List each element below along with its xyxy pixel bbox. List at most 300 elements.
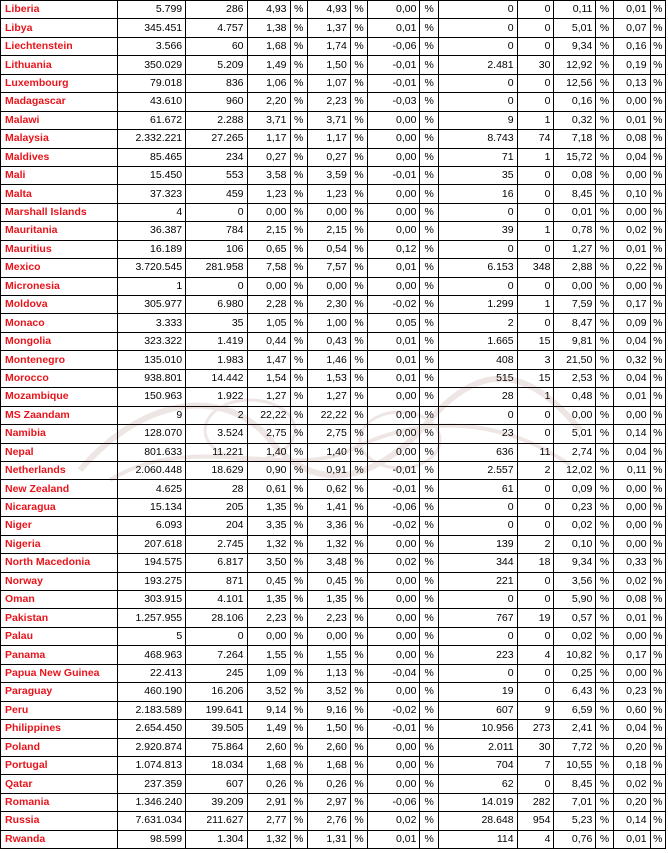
rate-b-cell: 1,68 bbox=[307, 756, 350, 774]
rate-b-cell: 0,00 bbox=[307, 203, 350, 221]
rate-a-cell: 2,15 bbox=[247, 222, 290, 240]
val-e-cell: 0,10 bbox=[554, 535, 596, 553]
deaths-cell: 14.442 bbox=[186, 369, 247, 387]
rate-a-cell: 1,68 bbox=[247, 756, 290, 774]
new-cases-cell: 1.299 bbox=[438, 296, 517, 314]
table-row bbox=[1, 756, 666, 774]
diff-cell: -0,01 bbox=[368, 74, 420, 92]
pct-c-cell: % bbox=[420, 388, 438, 406]
new-cases-cell: 14.019 bbox=[438, 793, 517, 811]
pct-b-cell: % bbox=[350, 203, 367, 221]
pct-f-cell: % bbox=[650, 111, 665, 129]
rate-a-cell: 1,32 bbox=[247, 830, 290, 848]
pct-a-cell: % bbox=[290, 591, 307, 609]
new-cases-cell: 515 bbox=[438, 369, 517, 387]
pct-a-cell: % bbox=[290, 701, 307, 719]
country-name-cell: Morocco bbox=[1, 369, 118, 387]
new-cases-cell: 0 bbox=[438, 19, 517, 37]
rate-a-cell: 2,23 bbox=[247, 609, 290, 627]
deaths-cell: 60 bbox=[186, 37, 247, 55]
val-f-cell: 0,19 bbox=[613, 56, 650, 74]
new-deaths-cell: 0 bbox=[517, 19, 554, 37]
diff-cell: 0,05 bbox=[368, 314, 420, 332]
table-row bbox=[1, 572, 666, 590]
val-e-cell: 12,02 bbox=[554, 461, 596, 479]
table-row bbox=[1, 1, 666, 19]
pct-e-cell: % bbox=[596, 646, 613, 664]
rate-b-cell: 1,07 bbox=[307, 74, 350, 92]
val-f-cell: 0,10 bbox=[613, 185, 650, 203]
pct-e-cell: % bbox=[596, 166, 613, 184]
new-deaths-cell: 0 bbox=[517, 425, 554, 443]
country-name-cell: Liechtenstein bbox=[1, 37, 118, 55]
pct-f-cell: % bbox=[650, 37, 665, 55]
diff-cell: 0,00 bbox=[368, 111, 420, 129]
diff-cell: 0,00 bbox=[368, 1, 420, 19]
country-name-cell: Niger bbox=[1, 517, 118, 535]
pct-c-cell: % bbox=[420, 535, 438, 553]
val-f-cell: 0,14 bbox=[613, 812, 650, 830]
cases-cell: 1.074.813 bbox=[117, 756, 186, 774]
pct-e-cell: % bbox=[596, 74, 613, 92]
new-cases-cell: 0 bbox=[438, 37, 517, 55]
new-deaths-cell: 9 bbox=[517, 701, 554, 719]
deaths-cell: 35 bbox=[186, 314, 247, 332]
table-row bbox=[1, 56, 666, 74]
val-e-cell: 0,78 bbox=[554, 222, 596, 240]
cases-cell: 135.010 bbox=[117, 351, 186, 369]
pct-a-cell: % bbox=[290, 1, 307, 19]
pct-f-cell: % bbox=[650, 369, 665, 387]
val-f-cell: 0,00 bbox=[613, 627, 650, 645]
val-e-cell: 8,45 bbox=[554, 775, 596, 793]
pct-c-cell: % bbox=[420, 443, 438, 461]
new-cases-cell: 23 bbox=[438, 425, 517, 443]
rate-a-cell: 2,77 bbox=[247, 812, 290, 830]
deaths-cell: 871 bbox=[186, 572, 247, 590]
country-name-cell: Netherlands bbox=[1, 461, 118, 479]
deaths-cell: 27.265 bbox=[186, 130, 247, 148]
pct-e-cell: % bbox=[596, 203, 613, 221]
diff-cell: 0,00 bbox=[368, 627, 420, 645]
val-e-cell: 8,45 bbox=[554, 185, 596, 203]
pct-a-cell: % bbox=[290, 259, 307, 277]
rate-b-cell: 1,31 bbox=[307, 830, 350, 848]
table-row bbox=[1, 793, 666, 811]
diff-cell: 0,00 bbox=[368, 609, 420, 627]
pct-a-cell: % bbox=[290, 664, 307, 682]
pct-b-cell: % bbox=[350, 646, 367, 664]
country-name-cell: MS Zaandam bbox=[1, 406, 118, 424]
new-deaths-cell: 0 bbox=[517, 1, 554, 19]
cases-cell: 22.413 bbox=[117, 664, 186, 682]
pct-a-cell: % bbox=[290, 738, 307, 756]
cases-cell: 207.618 bbox=[117, 535, 186, 553]
pct-f-cell: % bbox=[650, 701, 665, 719]
new-cases-cell: 114 bbox=[438, 830, 517, 848]
new-deaths-cell: 15 bbox=[517, 369, 554, 387]
new-deaths-cell: 0 bbox=[517, 406, 554, 424]
pct-c-cell: % bbox=[420, 591, 438, 609]
val-e-cell: 7,59 bbox=[554, 296, 596, 314]
new-deaths-cell: 4 bbox=[517, 830, 554, 848]
cases-cell: 9 bbox=[117, 406, 186, 424]
rate-a-cell: 1,35 bbox=[247, 498, 290, 516]
pct-a-cell: % bbox=[290, 461, 307, 479]
pct-c-cell: % bbox=[420, 93, 438, 111]
val-e-cell: 15,72 bbox=[554, 148, 596, 166]
diff-cell: -0,06 bbox=[368, 793, 420, 811]
pct-b-cell: % bbox=[350, 720, 367, 738]
val-f-cell: 0,00 bbox=[613, 166, 650, 184]
new-cases-cell: 39 bbox=[438, 222, 517, 240]
deaths-cell: 7.264 bbox=[186, 646, 247, 664]
new-deaths-cell: 273 bbox=[517, 720, 554, 738]
pct-a-cell: % bbox=[290, 203, 307, 221]
val-f-cell: 0,17 bbox=[613, 296, 650, 314]
pct-b-cell: % bbox=[350, 296, 367, 314]
country-name-cell: Mauritania bbox=[1, 222, 118, 240]
pct-e-cell: % bbox=[596, 222, 613, 240]
cases-cell: 128.070 bbox=[117, 425, 186, 443]
rate-b-cell: 2,23 bbox=[307, 93, 350, 111]
val-e-cell: 2,53 bbox=[554, 369, 596, 387]
pct-e-cell: % bbox=[596, 93, 613, 111]
pct-a-cell: % bbox=[290, 517, 307, 535]
new-cases-cell: 6.153 bbox=[438, 259, 517, 277]
table-row bbox=[1, 388, 666, 406]
rate-a-cell: 2,20 bbox=[247, 93, 290, 111]
pct-f-cell: % bbox=[650, 572, 665, 590]
new-cases-cell: 35 bbox=[438, 166, 517, 184]
rate-a-cell: 1,32 bbox=[247, 535, 290, 553]
pct-e-cell: % bbox=[596, 830, 613, 848]
diff-cell: -0,06 bbox=[368, 498, 420, 516]
deaths-cell: 2.745 bbox=[186, 535, 247, 553]
pct-c-cell: % bbox=[420, 222, 438, 240]
val-e-cell: 0,02 bbox=[554, 627, 596, 645]
pct-c-cell: % bbox=[420, 130, 438, 148]
cases-cell: 61.672 bbox=[117, 111, 186, 129]
rate-b-cell: 1,37 bbox=[307, 19, 350, 37]
pct-c-cell: % bbox=[420, 756, 438, 774]
deaths-cell: 4.757 bbox=[186, 19, 247, 37]
country-name-cell: Montenegro bbox=[1, 351, 118, 369]
pct-b-cell: % bbox=[350, 535, 367, 553]
new-cases-cell: 0 bbox=[438, 664, 517, 682]
new-cases-cell: 28.648 bbox=[438, 812, 517, 830]
new-deaths-cell: 0 bbox=[517, 185, 554, 203]
deaths-cell: 3.524 bbox=[186, 425, 247, 443]
deaths-cell: 553 bbox=[186, 166, 247, 184]
pct-e-cell: % bbox=[596, 498, 613, 516]
pct-c-cell: % bbox=[420, 812, 438, 830]
pct-a-cell: % bbox=[290, 314, 307, 332]
rate-a-cell: 1,68 bbox=[247, 37, 290, 55]
val-f-cell: 0,00 bbox=[613, 517, 650, 535]
table-row bbox=[1, 443, 666, 461]
val-f-cell: 0,04 bbox=[613, 332, 650, 350]
new-cases-cell: 0 bbox=[438, 406, 517, 424]
deaths-cell: 0 bbox=[186, 627, 247, 645]
val-e-cell: 5,23 bbox=[554, 812, 596, 830]
val-f-cell: 0,60 bbox=[613, 701, 650, 719]
diff-cell: -0,01 bbox=[368, 461, 420, 479]
new-cases-cell: 0 bbox=[438, 1, 517, 19]
rate-b-cell: 2,15 bbox=[307, 222, 350, 240]
pct-a-cell: % bbox=[290, 19, 307, 37]
new-deaths-cell: 282 bbox=[517, 793, 554, 811]
pct-a-cell: % bbox=[290, 572, 307, 590]
pct-e-cell: % bbox=[596, 351, 613, 369]
diff-cell: 0,00 bbox=[368, 591, 420, 609]
rate-b-cell: 1,27 bbox=[307, 388, 350, 406]
pct-f-cell: % bbox=[650, 56, 665, 74]
table-row bbox=[1, 296, 666, 314]
table-row bbox=[1, 351, 666, 369]
new-cases-cell: 2.557 bbox=[438, 461, 517, 479]
cases-cell: 801.633 bbox=[117, 443, 186, 461]
pct-c-cell: % bbox=[420, 498, 438, 516]
pct-a-cell: % bbox=[290, 388, 307, 406]
pct-e-cell: % bbox=[596, 111, 613, 129]
diff-cell: -0,01 bbox=[368, 480, 420, 498]
new-deaths-cell: 1 bbox=[517, 222, 554, 240]
new-deaths-cell: 0 bbox=[517, 277, 554, 295]
pct-b-cell: % bbox=[350, 572, 367, 590]
pct-c-cell: % bbox=[420, 19, 438, 37]
pct-b-cell: % bbox=[350, 74, 367, 92]
rate-a-cell: 1,35 bbox=[247, 591, 290, 609]
pct-b-cell: % bbox=[350, 130, 367, 148]
pct-e-cell: % bbox=[596, 296, 613, 314]
val-f-cell: 0,01 bbox=[613, 240, 650, 258]
country-name-cell: Norway bbox=[1, 572, 118, 590]
rate-b-cell: 7,57 bbox=[307, 259, 350, 277]
table-row bbox=[1, 517, 666, 535]
deaths-cell: 39.505 bbox=[186, 720, 247, 738]
new-cases-cell: 28 bbox=[438, 388, 517, 406]
diff-cell: -0,02 bbox=[368, 296, 420, 314]
val-f-cell: 0,02 bbox=[613, 222, 650, 240]
pct-b-cell: % bbox=[350, 332, 367, 350]
val-f-cell: 0,07 bbox=[613, 19, 650, 37]
new-deaths-cell: 30 bbox=[517, 738, 554, 756]
pct-f-cell: % bbox=[650, 517, 665, 535]
deaths-cell: 211.627 bbox=[186, 812, 247, 830]
cases-cell: 98.599 bbox=[117, 830, 186, 848]
pct-e-cell: % bbox=[596, 425, 613, 443]
val-e-cell: 10,55 bbox=[554, 756, 596, 774]
pct-f-cell: % bbox=[650, 332, 665, 350]
pct-f-cell: % bbox=[650, 166, 665, 184]
pct-f-cell: % bbox=[650, 480, 665, 498]
diff-cell: 0,00 bbox=[368, 535, 420, 553]
country-name-cell: Marshall Islands bbox=[1, 203, 118, 221]
rate-a-cell: 1,38 bbox=[247, 19, 290, 37]
pct-c-cell: % bbox=[420, 646, 438, 664]
new-deaths-cell: 0 bbox=[517, 572, 554, 590]
pct-c-cell: % bbox=[420, 240, 438, 258]
pct-b-cell: % bbox=[350, 314, 367, 332]
pct-a-cell: % bbox=[290, 498, 307, 516]
rate-b-cell: 0,91 bbox=[307, 461, 350, 479]
new-deaths-cell: 0 bbox=[517, 37, 554, 55]
val-f-cell: 0,11 bbox=[613, 461, 650, 479]
cases-cell: 468.963 bbox=[117, 646, 186, 664]
country-name-cell: Russia bbox=[1, 812, 118, 830]
pct-c-cell: % bbox=[420, 830, 438, 848]
new-deaths-cell: 1 bbox=[517, 148, 554, 166]
rate-b-cell: 0,26 bbox=[307, 775, 350, 793]
pct-b-cell: % bbox=[350, 111, 367, 129]
pct-b-cell: % bbox=[350, 627, 367, 645]
pct-a-cell: % bbox=[290, 480, 307, 498]
pct-e-cell: % bbox=[596, 406, 613, 424]
rate-b-cell: 1,53 bbox=[307, 369, 350, 387]
pct-f-cell: % bbox=[650, 351, 665, 369]
val-e-cell: 21,50 bbox=[554, 351, 596, 369]
pct-c-cell: % bbox=[420, 332, 438, 350]
deaths-cell: 2.288 bbox=[186, 111, 247, 129]
pct-e-cell: % bbox=[596, 19, 613, 37]
deaths-cell: 28.106 bbox=[186, 609, 247, 627]
pct-f-cell: % bbox=[650, 793, 665, 811]
new-deaths-cell: 18 bbox=[517, 554, 554, 572]
pct-b-cell: % bbox=[350, 554, 367, 572]
cases-cell: 15.134 bbox=[117, 498, 186, 516]
diff-cell: -0,02 bbox=[368, 517, 420, 535]
cases-cell: 3.720.545 bbox=[117, 259, 186, 277]
diff-cell: 0,00 bbox=[368, 277, 420, 295]
val-e-cell: 8,47 bbox=[554, 314, 596, 332]
pct-e-cell: % bbox=[596, 240, 613, 258]
diff-cell: -0,01 bbox=[368, 56, 420, 74]
pct-b-cell: % bbox=[350, 591, 367, 609]
new-deaths-cell: 4 bbox=[517, 646, 554, 664]
pct-b-cell: % bbox=[350, 830, 367, 848]
pct-b-cell: % bbox=[350, 775, 367, 793]
new-cases-cell: 16 bbox=[438, 185, 517, 203]
pct-c-cell: % bbox=[420, 148, 438, 166]
pct-b-cell: % bbox=[350, 738, 367, 756]
rate-a-cell: 2,28 bbox=[247, 296, 290, 314]
pct-c-cell: % bbox=[420, 37, 438, 55]
diff-cell: -0,06 bbox=[368, 37, 420, 55]
new-deaths-cell: 3 bbox=[517, 351, 554, 369]
cases-cell: 85.465 bbox=[117, 148, 186, 166]
pct-f-cell: % bbox=[650, 240, 665, 258]
deaths-cell: 0 bbox=[186, 277, 247, 295]
table-row bbox=[1, 222, 666, 240]
new-cases-cell: 2.011 bbox=[438, 738, 517, 756]
pct-a-cell: % bbox=[290, 720, 307, 738]
rate-b-cell: 3,48 bbox=[307, 554, 350, 572]
deaths-cell: 836 bbox=[186, 74, 247, 92]
diff-cell: 0,00 bbox=[368, 148, 420, 166]
cases-cell: 15.450 bbox=[117, 166, 186, 184]
pct-e-cell: % bbox=[596, 738, 613, 756]
rate-a-cell: 7,58 bbox=[247, 259, 290, 277]
deaths-cell: 106 bbox=[186, 240, 247, 258]
pct-a-cell: % bbox=[290, 185, 307, 203]
country-name-cell: Poland bbox=[1, 738, 118, 756]
rate-a-cell: 3,58 bbox=[247, 166, 290, 184]
table-row bbox=[1, 498, 666, 516]
rate-b-cell: 0,43 bbox=[307, 332, 350, 350]
rate-b-cell: 1,74 bbox=[307, 37, 350, 55]
new-deaths-cell: 74 bbox=[517, 130, 554, 148]
table-row bbox=[1, 425, 666, 443]
rate-b-cell: 1,32 bbox=[307, 535, 350, 553]
country-name-cell: Oman bbox=[1, 591, 118, 609]
pct-a-cell: % bbox=[290, 332, 307, 350]
rate-b-cell: 0,62 bbox=[307, 480, 350, 498]
new-cases-cell: 0 bbox=[438, 277, 517, 295]
deaths-cell: 39.209 bbox=[186, 793, 247, 811]
cases-cell: 2.060.448 bbox=[117, 461, 186, 479]
new-deaths-cell: 0 bbox=[517, 517, 554, 535]
pct-c-cell: % bbox=[420, 461, 438, 479]
rate-b-cell: 3,71 bbox=[307, 111, 350, 129]
pct-a-cell: % bbox=[290, 240, 307, 258]
cases-cell: 43.610 bbox=[117, 93, 186, 111]
val-e-cell: 0,00 bbox=[554, 406, 596, 424]
pct-b-cell: % bbox=[350, 793, 367, 811]
deaths-cell: 245 bbox=[186, 664, 247, 682]
table-row bbox=[1, 683, 666, 701]
pct-c-cell: % bbox=[420, 369, 438, 387]
rate-a-cell: 0,27 bbox=[247, 148, 290, 166]
country-name-cell: Monaco bbox=[1, 314, 118, 332]
val-f-cell: 0,16 bbox=[613, 37, 650, 55]
country-name-cell: Mali bbox=[1, 166, 118, 184]
val-e-cell: 9,34 bbox=[554, 37, 596, 55]
new-cases-cell: 62 bbox=[438, 775, 517, 793]
diff-cell: 0,02 bbox=[368, 812, 420, 830]
pct-a-cell: % bbox=[290, 793, 307, 811]
val-f-cell: 0,17 bbox=[613, 646, 650, 664]
val-e-cell: 9,81 bbox=[554, 332, 596, 350]
table-row bbox=[1, 240, 666, 258]
cases-cell: 6.093 bbox=[117, 517, 186, 535]
diff-cell: 0,12 bbox=[368, 240, 420, 258]
pct-e-cell: % bbox=[596, 277, 613, 295]
val-e-cell: 10,82 bbox=[554, 646, 596, 664]
val-f-cell: 0,00 bbox=[613, 93, 650, 111]
diff-cell: 0,00 bbox=[368, 185, 420, 203]
pct-b-cell: % bbox=[350, 461, 367, 479]
deaths-cell: 1.304 bbox=[186, 830, 247, 848]
val-f-cell: 0,23 bbox=[613, 683, 650, 701]
country-name-cell: Mexico bbox=[1, 259, 118, 277]
pct-e-cell: % bbox=[596, 369, 613, 387]
new-cases-cell: 704 bbox=[438, 756, 517, 774]
diff-cell: 0,01 bbox=[368, 332, 420, 350]
pct-f-cell: % bbox=[650, 296, 665, 314]
deaths-cell: 960 bbox=[186, 93, 247, 111]
country-name-cell: Panama bbox=[1, 646, 118, 664]
table-row bbox=[1, 591, 666, 609]
val-e-cell: 0,09 bbox=[554, 480, 596, 498]
pct-b-cell: % bbox=[350, 351, 367, 369]
cases-cell: 5.799 bbox=[117, 1, 186, 19]
rate-b-cell: 1,23 bbox=[307, 185, 350, 203]
table-row bbox=[1, 554, 666, 572]
val-e-cell: 0,16 bbox=[554, 93, 596, 111]
pct-c-cell: % bbox=[420, 554, 438, 572]
val-e-cell: 7,01 bbox=[554, 793, 596, 811]
